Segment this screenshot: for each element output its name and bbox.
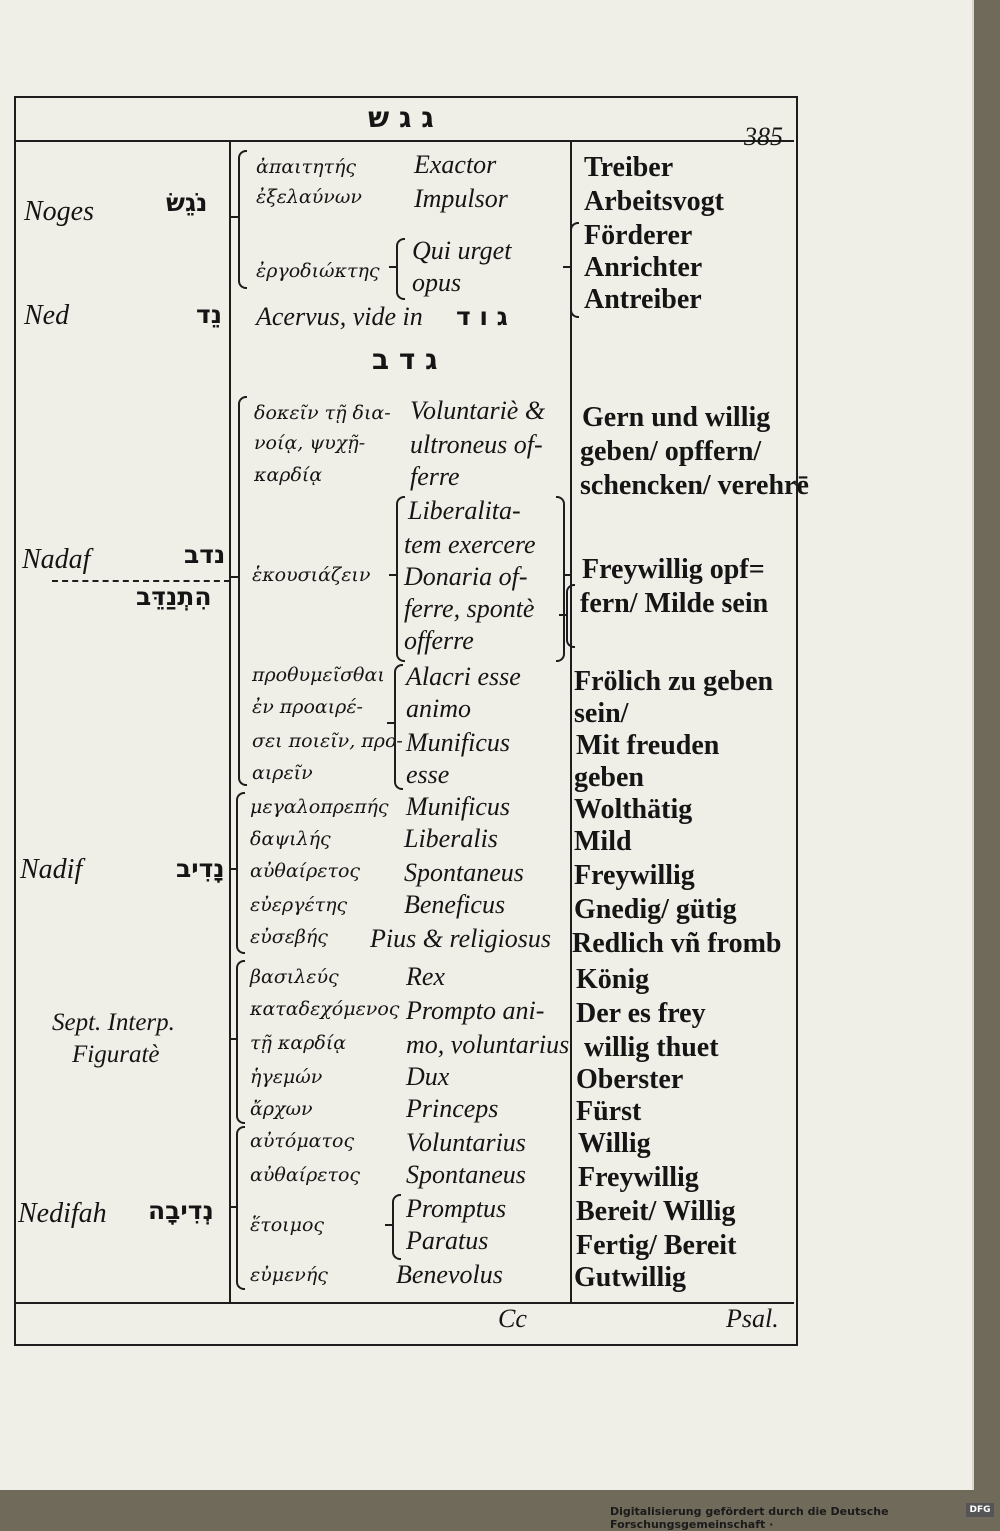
german-term: Anrichter (584, 252, 703, 283)
entry-label-nadaf: Nadaf (22, 544, 91, 575)
latin-term: Paratus (406, 1226, 489, 1255)
greek-term: δοκεῖν τῇ δια- (254, 402, 391, 424)
latin-term: mo, voluntarius (406, 1030, 570, 1059)
latin-term: Beneficus (404, 890, 506, 919)
greek-term: τῇ καρδίᾳ (250, 1032, 347, 1054)
german-term: sein/ (574, 698, 629, 729)
german-term: geben (574, 762, 644, 793)
entry-label-sept-interp: Sept. Interp. (52, 1009, 175, 1036)
brace-latin (396, 238, 405, 300)
greek-term: αὐτόματος (250, 1130, 355, 1152)
entry-label-noges: Noges (24, 196, 94, 227)
german-term: Mild (574, 826, 632, 857)
ned-reference-root: ג ו ד (456, 302, 508, 331)
brace-german (566, 584, 575, 648)
greek-term: ἄρχων (250, 1098, 313, 1120)
header-rule (14, 140, 794, 142)
greek-term: προθυμεῖσθαι (252, 664, 385, 686)
greek-term: σει ποιεῖν, προ- (252, 730, 403, 752)
german-term: Bereit/ Willig (576, 1196, 736, 1227)
german-term: Arbeitsvogt (584, 186, 724, 217)
greek-term: δαψιλής (250, 828, 331, 850)
latin-term: Spontaneus (404, 858, 524, 887)
greek-term: εὐμενής (250, 1264, 328, 1286)
running-header-title: ג ג ש (368, 101, 434, 134)
latin-term: Promptus (406, 1194, 507, 1223)
catchword: Psal. (726, 1304, 779, 1333)
greek-term: εὐσεβής (250, 926, 328, 948)
latin-term: Munificus (406, 728, 510, 757)
entry-hebrew-ned: נֵד (196, 300, 223, 329)
entry-hebrew-noges: נֹגֵשׂ (166, 188, 208, 217)
latin-term: opus (412, 268, 462, 297)
page-number: 385 (744, 122, 783, 151)
german-term: Frölich zu geben (574, 666, 774, 697)
latin-term: Dux (406, 1062, 450, 1091)
brace-latin (392, 1194, 401, 1260)
brace-sept-interp (236, 960, 245, 1124)
latin-term: Benevolus (396, 1260, 503, 1289)
german-term: Mit freuden (576, 730, 720, 761)
entry-label-nedifah: Nedifah (18, 1198, 107, 1229)
digitization-credit: Digitalisierung gefördert durch die Deutsche Forschungsgemeinschaft · (610, 1505, 889, 1531)
german-term: Willig (578, 1128, 651, 1159)
german-term: Fertig/ Bereit (576, 1230, 737, 1261)
latin-term: Voluntariè & (410, 396, 546, 425)
latin-term: esse (406, 760, 450, 789)
greek-term: καταδεχόμενος (250, 998, 400, 1020)
german-term: Fürst (576, 1096, 642, 1127)
german-term: Wolthätig (574, 794, 693, 825)
entry-hebrew-nadaf: נדב (184, 540, 226, 569)
latin-term: Princeps (406, 1094, 499, 1123)
latin-term: Pius & religiosus (370, 924, 552, 953)
latin-term: Exactor (414, 150, 497, 179)
brace-german (570, 222, 579, 318)
column-rule-1 (229, 141, 231, 1302)
greek-term: βασιλεύς (250, 966, 339, 988)
greek-term: αιρεῖν (252, 762, 313, 784)
greek-term: καρδίᾳ (254, 464, 323, 486)
dfg-logo: DFG (966, 1503, 994, 1517)
footer-rule (14, 1302, 794, 1304)
greek-term: ἐργοδιώκτης (256, 260, 380, 282)
entry-hebrew-nadaf-hitpael: הִתְנַדֵּב (136, 582, 212, 611)
latin-term: Donaria of- (404, 562, 528, 591)
latin-term: animo (406, 694, 471, 723)
entry-label-ned: Ned (24, 300, 70, 331)
brace-noges (238, 150, 247, 289)
german-term: fern/ Milde sein (580, 588, 769, 619)
latin-term: Prompto ani- (406, 996, 545, 1025)
german-term: Förderer (584, 220, 693, 251)
german-term: willig thuet (584, 1032, 719, 1063)
entry-hebrew-nadif: נָדִיב (176, 854, 225, 883)
greek-term: αὐθαίρετος (250, 860, 361, 882)
latin-term: Alacri esse (406, 662, 521, 691)
greek-term: αὐθαίρετος (250, 1164, 361, 1186)
german-term: Antreiber (584, 284, 702, 315)
german-term: geben/ opffern/ (580, 436, 762, 467)
entry-label-figurate: Figuratè (72, 1041, 160, 1068)
greek-term: ἡγεμών (250, 1066, 323, 1088)
german-term: Gutwillig (574, 1262, 687, 1293)
brace-nedifah (236, 1126, 245, 1290)
german-term: Redlich vñ fromb (572, 928, 782, 959)
brace-nadaf (238, 396, 247, 786)
greek-term: ἕτοιμος (250, 1214, 325, 1236)
latin-term: Liberalita- (408, 496, 521, 525)
greek-term: μεγαλοπρεπής (250, 796, 389, 818)
german-term: Treiber (584, 152, 674, 183)
greek-term: νοίᾳ, ψυχῇ- (254, 432, 366, 454)
brace-latin-right (556, 496, 565, 662)
ned-cross-reference: Acervus, vide in (256, 302, 423, 331)
latin-term: Qui urget (412, 236, 512, 265)
greek-term: ἑκουσιάζειν (252, 564, 371, 586)
latin-term: ultroneus of- (410, 430, 543, 459)
german-term: Freywillig opf= (582, 554, 765, 585)
brace-latin (394, 664, 403, 790)
greek-term: ἐν προαιρέ- (252, 696, 363, 718)
german-term: Der es frey (576, 998, 706, 1029)
german-term: Freywillig (574, 860, 695, 891)
latin-term: offerre (404, 626, 474, 655)
latin-term: ferre (410, 462, 460, 491)
greek-term: ἀπαιτητής (256, 156, 357, 178)
latin-term: Spontaneus (406, 1160, 526, 1189)
latin-term: tem exercere (404, 530, 536, 559)
latin-term: ferre, spontè (404, 594, 535, 623)
german-term: Oberster (576, 1064, 684, 1095)
latin-term: Liberalis (404, 824, 498, 853)
german-term: Gern und willig (582, 402, 771, 433)
root-heading: ג ד ב (372, 343, 438, 376)
latin-term: Impulsor (414, 184, 508, 213)
brace-nadif (236, 792, 245, 954)
german-term: Freywillig (578, 1162, 699, 1193)
greek-term: εὐεργέτης (250, 894, 348, 916)
german-term: König (576, 964, 650, 995)
entry-hebrew-nedifah: נְדִיבָה (148, 1196, 214, 1225)
greek-term: ἐξελαύνων (256, 186, 362, 208)
latin-term: Munificus (406, 792, 510, 821)
german-term: Gnedig/ gütig (574, 894, 737, 925)
german-term: schencken/ verehrē (580, 470, 809, 501)
entry-label-nadif: Nadif (20, 854, 83, 885)
signature-mark: Cc (498, 1304, 527, 1333)
latin-term: Voluntarius (406, 1128, 526, 1157)
latin-term: Rex (406, 962, 445, 991)
